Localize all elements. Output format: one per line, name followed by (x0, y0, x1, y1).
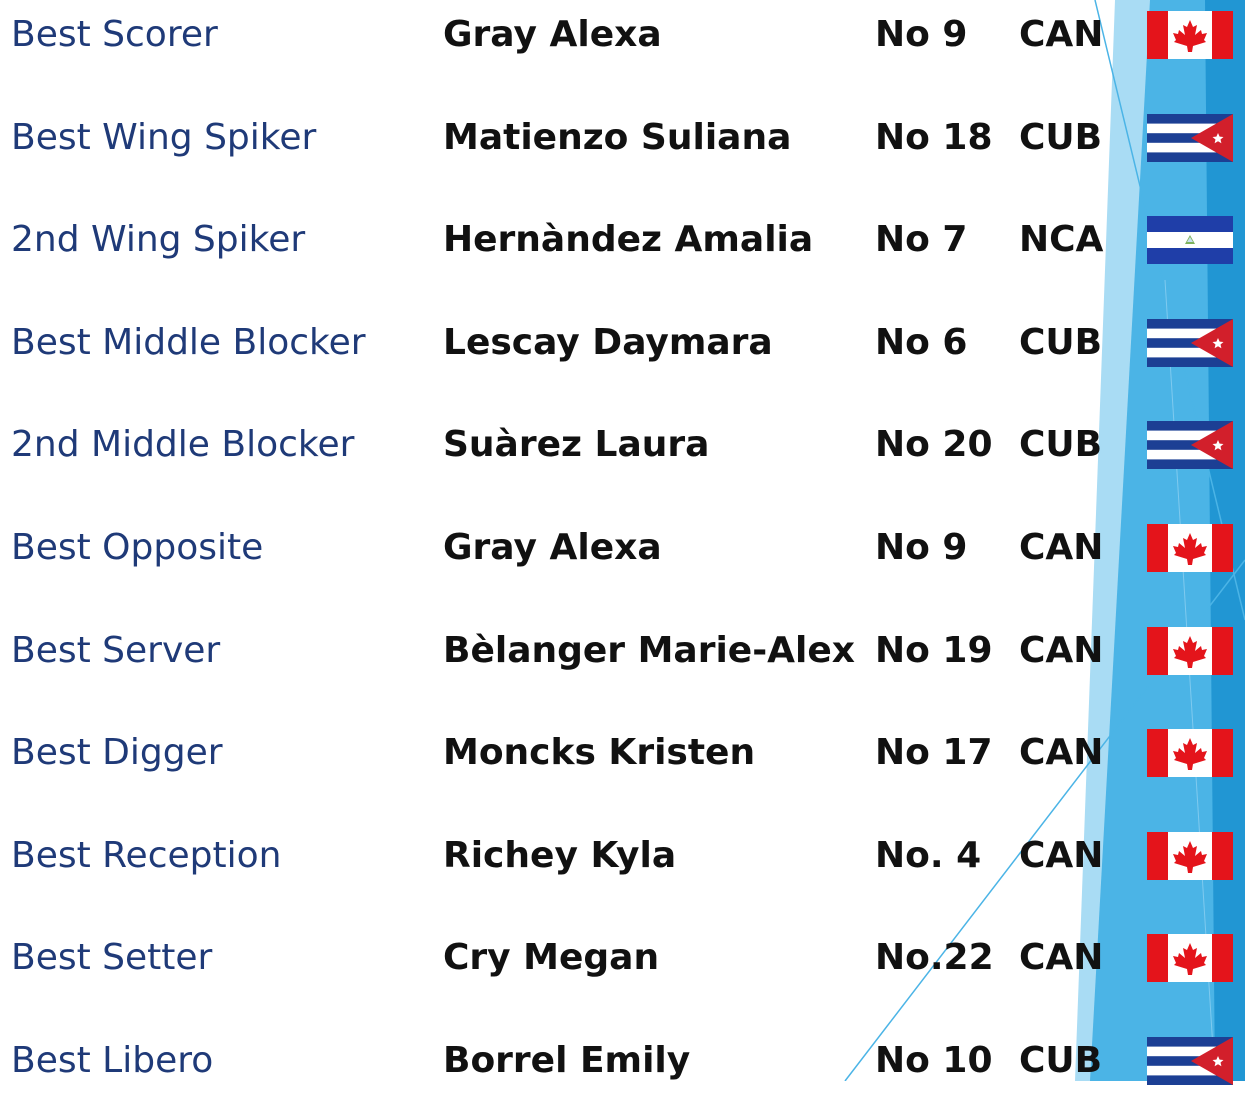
country-code: CAN (1019, 630, 1104, 671)
award-row (0, 411, 1245, 479)
player-name: Gray Alexa (443, 14, 662, 55)
canada-flag-icon (1147, 627, 1233, 675)
player-name: Suàrez Laura (443, 424, 710, 465)
award-category: Best Reception (11, 835, 282, 876)
player-name: Hernàndez Amalia (443, 219, 814, 260)
award-category: Best Setter (11, 937, 213, 978)
player-name: Gray Alexa (443, 527, 662, 568)
award-row (0, 206, 1245, 274)
jersey-number: No. 4 (875, 835, 982, 876)
country-code: CAN (1019, 14, 1104, 55)
cuba-flag-icon (1147, 421, 1233, 469)
player-name: Cry Megan (443, 937, 660, 978)
country-code: CAN (1019, 527, 1104, 568)
award-row (0, 924, 1245, 992)
award-row (0, 617, 1245, 685)
jersey-number: No.22 (875, 937, 994, 978)
award-row (0, 1, 1245, 69)
country-code: CUB (1019, 424, 1103, 465)
canada-flag-icon (1147, 524, 1233, 572)
award-row (0, 309, 1245, 377)
player-name: Bèlanger Marie-Alex (443, 630, 855, 671)
nicaragua-flag-icon (1147, 216, 1233, 264)
country-code: CUB (1019, 117, 1103, 158)
jersey-number: No 18 (875, 117, 993, 158)
award-category: Best Middle Blocker (11, 322, 366, 363)
country-code: CAN (1019, 937, 1104, 978)
country-code: NCA (1019, 219, 1104, 260)
jersey-number: No 6 (875, 322, 968, 363)
country-code: CUB (1019, 1040, 1103, 1081)
award-category: Best Digger (11, 732, 223, 773)
jersey-number: No 7 (875, 219, 968, 260)
award-row (0, 719, 1245, 787)
cuba-flag-icon (1147, 114, 1233, 162)
country-code: CAN (1019, 835, 1104, 876)
canada-flag-icon (1147, 11, 1233, 59)
canada-flag-icon (1147, 729, 1233, 777)
jersey-number: No 9 (875, 14, 968, 55)
award-category: Best Scorer (11, 14, 218, 55)
cuba-flag-icon (1147, 319, 1233, 367)
player-name: Richey Kyla (443, 835, 677, 876)
player-name: Moncks Kristen (443, 732, 756, 773)
award-category: 2nd Middle Blocker (11, 424, 355, 465)
jersey-number: No 20 (875, 424, 993, 465)
jersey-number: No 9 (875, 527, 968, 568)
country-code: CAN (1019, 732, 1104, 773)
award-row (0, 514, 1245, 582)
player-name: Matienzo Suliana (443, 117, 792, 158)
cuba-flag-icon (1147, 1037, 1233, 1085)
award-row (0, 822, 1245, 890)
award-row (0, 104, 1245, 172)
country-code: CUB (1019, 322, 1103, 363)
jersey-number: No 19 (875, 630, 993, 671)
award-category: 2nd Wing Spiker (11, 219, 306, 260)
award-category: Best Libero (11, 1040, 214, 1081)
player-name: Lescay Daymara (443, 322, 773, 363)
player-name: Borrel Emily (443, 1040, 691, 1081)
canada-flag-icon (1147, 934, 1233, 982)
canada-flag-icon (1147, 832, 1233, 880)
award-category: Best Server (11, 630, 221, 671)
award-row (0, 1027, 1245, 1095)
award-category: Best Opposite (11, 527, 264, 568)
jersey-number: No 10 (875, 1040, 993, 1081)
award-category: Best Wing Spiker (11, 117, 317, 158)
jersey-number: No 17 (875, 732, 993, 773)
